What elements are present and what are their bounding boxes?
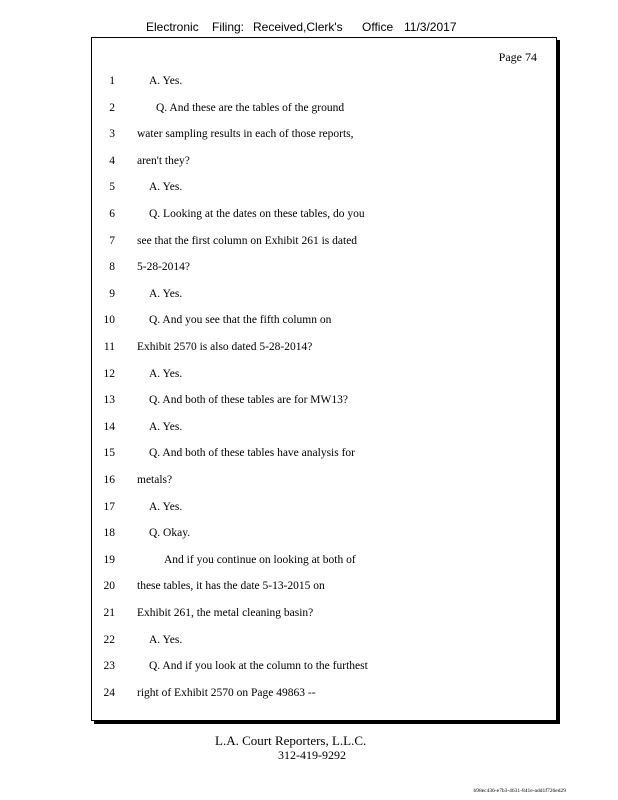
- transcript-line: [91, 525, 491, 541]
- line-text: Q. And you see that the fifth column on: [149, 314, 332, 327]
- line-number: 3: [109, 128, 115, 141]
- line-text: And if you continue on looking at both of: [164, 553, 356, 566]
- line-number: 12: [103, 367, 115, 380]
- stamp-filing: Filing:: [212, 20, 245, 34]
- transcript-line: [91, 339, 491, 355]
- line-text: A. Yes.: [149, 633, 183, 646]
- transcript-line: [91, 259, 491, 275]
- transcript-line: [91, 286, 491, 302]
- line-number: 16: [103, 474, 115, 486]
- transcript-line: [91, 126, 491, 142]
- transcript-line: [91, 206, 491, 222]
- line-text: A. Yes.: [149, 500, 183, 513]
- line-text: Q. Okay.: [149, 527, 191, 540]
- transcript-line: [91, 578, 491, 594]
- footer-company: L.A. Court Reporters, L.L.C.: [215, 733, 367, 748]
- line-text: Q. And if you look at the column to the furthest: [149, 660, 368, 673]
- line-text: Q. Looking at the dates on these tables, do you: [149, 208, 365, 220]
- transcript-line: [91, 366, 491, 382]
- line-number: 2: [109, 101, 115, 114]
- line-text: see that the first column on Exhibit 261 is dated: [137, 234, 358, 247]
- line-number: 13: [103, 394, 115, 407]
- line-number: 4: [109, 154, 115, 167]
- line-number: 21: [103, 607, 115, 619]
- transcript-line: [91, 100, 491, 116]
- line-number: 17: [103, 500, 115, 513]
- transcript-line: [91, 472, 491, 488]
- stamp-received: Received,Clerk's: [253, 20, 343, 34]
- line-number: 8: [109, 261, 115, 274]
- line-text: right of Exhibit 2570 on Page 49863 --: [137, 686, 316, 699]
- line-number: 20: [103, 580, 115, 593]
- transcript-line: [91, 73, 491, 89]
- line-text: aren't they?: [137, 154, 190, 167]
- line-text: A. Yes.: [149, 420, 183, 433]
- page-number: Page 74: [498, 50, 537, 64]
- transcript-line: [91, 445, 491, 461]
- transcript-line: [91, 552, 491, 568]
- footer-phone: 312-419-9292: [278, 748, 346, 762]
- line-text: A. Yes.: [149, 367, 183, 380]
- line-text: A. Yes.: [149, 75, 183, 87]
- line-text: Q. And these are the tables of the ground: [156, 101, 345, 114]
- stamp-date: 11/3/2017: [404, 20, 457, 34]
- transcript-line: [91, 392, 491, 408]
- transcript-line: [91, 153, 491, 169]
- line-number: 23: [103, 660, 115, 673]
- transcript-line: [91, 233, 491, 249]
- document-hash: b98ec436-e7b3-4631-841e-add1f726ed29: [473, 788, 566, 794]
- line-number: 19: [103, 553, 115, 566]
- line-number: 22: [103, 633, 115, 646]
- line-text: these tables, it has the date 5-13-2015 on: [137, 580, 325, 593]
- transcript-line: [91, 685, 491, 701]
- line-number: 5: [109, 181, 115, 194]
- line-text: Exhibit 261, the metal cleaning basin?: [137, 607, 314, 619]
- stamp-office: Office: [362, 20, 394, 34]
- line-number: 10: [103, 314, 115, 327]
- line-number: 9: [109, 287, 115, 300]
- line-number: 18: [103, 527, 115, 540]
- transcript-line: [91, 179, 491, 195]
- line-number: 15: [103, 447, 115, 460]
- line-text: Q. And both of these tables are for MW13?: [149, 394, 348, 407]
- line-text: Exhibit 2570 is also dated 5-28-2014?: [137, 341, 313, 353]
- transcript-line: [91, 632, 491, 648]
- line-number: 6: [109, 208, 115, 220]
- line-text: A. Yes.: [149, 181, 183, 194]
- line-text: Q. And both of these tables have analysis for: [149, 447, 355, 460]
- filing-stamp: [0, 20, 618, 36]
- line-number: 7: [109, 234, 115, 247]
- transcript-line: [91, 605, 491, 621]
- line-text: A. Yes.: [149, 287, 183, 300]
- line-number: 11: [103, 341, 115, 353]
- line-number: 14: [103, 420, 115, 433]
- transcript-line: [91, 312, 491, 328]
- stamp-electronic: Electronic: [146, 20, 199, 34]
- line-number: 1: [109, 75, 115, 87]
- transcript-line: [91, 499, 491, 515]
- line-text: metals?: [137, 474, 173, 486]
- transcript-line: [91, 658, 491, 674]
- line-text: 5-28-2014?: [137, 261, 191, 274]
- line-text: water sampling results in each of those reports,: [137, 128, 354, 141]
- transcript-line: [91, 419, 491, 435]
- line-number: 24: [103, 686, 115, 699]
